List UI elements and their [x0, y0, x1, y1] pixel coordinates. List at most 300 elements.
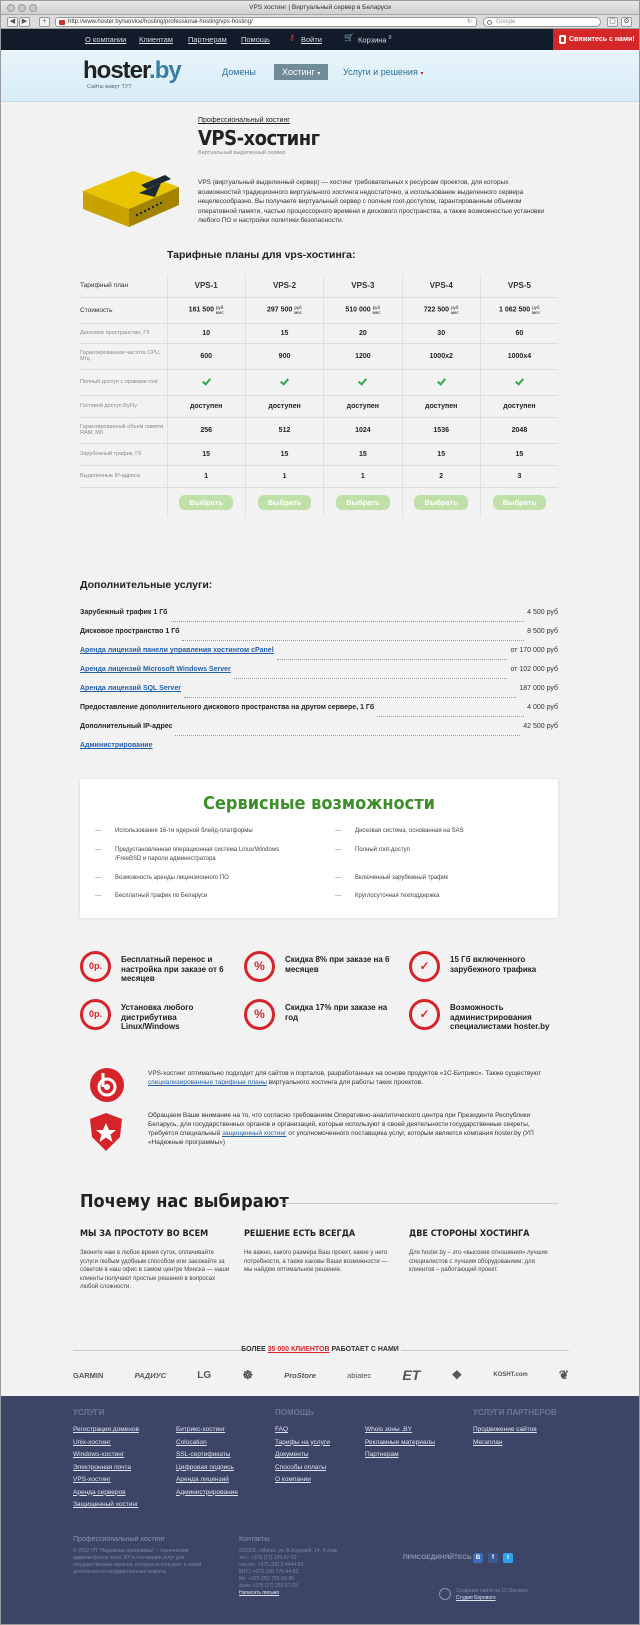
check-icon	[202, 376, 211, 385]
table-cell	[245, 487, 323, 517]
row-label: Зарубежный трафик, Гб	[80, 443, 167, 465]
cell-value: 15	[280, 450, 289, 458]
clients-post: РАБОТАЕТ С НАМИ	[329, 1346, 399, 1353]
cell-value: 60	[515, 329, 524, 337]
benefit-item	[80, 999, 230, 1035]
shield-icon	[87, 1111, 125, 1153]
key-icon: ⚷	[289, 33, 295, 42]
back-button[interactable]: ◀	[7, 17, 18, 27]
percent-icon: %	[244, 951, 275, 982]
why-column-heading: МЫ ЗА ПРОСТОТУ ВО ВСЕМ	[80, 1229, 209, 1239]
percent-icon: %	[244, 999, 275, 1030]
dotted-leader	[234, 666, 508, 679]
check-icon	[515, 376, 524, 385]
row-label: Стоимость	[80, 297, 167, 323]
cell-value: доступен	[189, 402, 223, 410]
benefit-text: 15 Гб включенного зарубежного трафика	[450, 955, 537, 974]
table-row	[80, 323, 558, 343]
unit-bottom: мес	[531, 310, 540, 315]
table-row	[80, 443, 558, 465]
contact-us-button[interactable]	[553, 29, 639, 50]
zero-price-icon: 0р.	[80, 951, 111, 982]
client-logo-knot-icon: ❖	[451, 1368, 463, 1382]
table-row	[80, 275, 558, 297]
bitrix-logo-icon	[89, 1067, 125, 1103]
table-cell	[324, 369, 402, 395]
why-column	[80, 1229, 230, 1292]
benefit-text: Установка любого дистрибутива Linux/Windows	[121, 1003, 194, 1031]
check-icon	[280, 376, 289, 385]
cell-value: 1200	[355, 352, 371, 360]
footer-link[interactable]: Продвижение сайтов	[473, 1426, 537, 1433]
client-logo-lg: LG	[197, 1369, 212, 1381]
client-logo-emblem-icon: ☸	[242, 1368, 254, 1382]
choose-plan-button[interactable]: Выбрать	[258, 495, 312, 510]
footer-link[interactable]: Unix-хостинг	[73, 1438, 111, 1446]
site-footer	[1, 1396, 639, 1625]
table-cell	[245, 369, 323, 395]
footer-copyright: © 2012 УП "Надежные программы" – техническии администратор зоны .BY и поставщик услуг для государственных органов, которые используют в своей деятельности государственные секреты	[73, 1548, 202, 1575]
footer-company-title: Профессиональный хостинг	[73, 1536, 165, 1543]
footer-link[interactable]: Документы	[275, 1451, 309, 1458]
feature-item: — Предустановленная операционная система Linux/Windows /FreeBSD и пароли администратора	[115, 846, 305, 863]
why-column-text: Для hoster.by – это «высокие отношения» лучших специалистов с лучшим оборудованием; для клиентов – работающий проект.	[409, 1250, 548, 1273]
choose-plan-button[interactable]: Выбрать	[414, 495, 468, 510]
table-cell	[480, 465, 558, 487]
row-label: Гарантированная частота CPU, Мгц	[80, 343, 167, 369]
plans-table	[80, 275, 558, 517]
footer-link[interactable]: Мегаплан	[473, 1438, 503, 1446]
cell-value: 10	[202, 329, 211, 337]
browser-toolbar	[1, 15, 639, 29]
add-tab-button[interactable]: +	[39, 17, 50, 27]
unit-bottom: мес	[215, 310, 224, 315]
chevron-down-icon: ▾	[420, 71, 424, 77]
price-value: 161 500	[188, 306, 214, 314]
table-cell	[324, 323, 402, 343]
table-cell	[480, 487, 558, 517]
footer-link[interactable]: Регистрация доменов	[73, 1426, 139, 1433]
table-cell	[167, 443, 245, 465]
table-row	[80, 417, 558, 443]
why-column-text: Звоните нам в любое время суток, оплачивайте услуги любым удобным способом или заезжайте за советом в наш офис в самом центре Минска — наши клиенты получают простые решения в вопросах любой сложности.	[80, 1250, 230, 1290]
table-cell	[245, 443, 323, 465]
topnav-link-partners[interactable]: Партнерам	[188, 35, 227, 44]
client-logo-kosht: KOSHT.com	[493, 1372, 528, 1378]
client-logo-garmin: GARMIN	[73, 1370, 104, 1380]
logo-tagline: Сайты живут ТУТ	[87, 84, 132, 90]
table-cell	[402, 465, 480, 487]
table-cell	[480, 343, 558, 369]
table-cell	[402, 323, 480, 343]
benefit-item	[409, 999, 559, 1035]
cell-value: 15	[202, 450, 211, 458]
site-logo[interactable]	[83, 57, 181, 85]
table-cell	[167, 465, 245, 487]
price-cell	[480, 297, 558, 323]
dotted-leader	[277, 647, 508, 660]
search-field[interactable]	[483, 17, 601, 27]
empty-cell	[80, 487, 167, 517]
cell-value: 600	[200, 352, 213, 360]
service-link[interactable]: Аренда лицензий Microsoft Windows Server	[80, 666, 231, 673]
developer-logo-icon	[439, 1588, 451, 1600]
price-cell	[167, 297, 245, 323]
check-icon	[358, 376, 367, 385]
choose-plan-button[interactable]: Выбрать	[179, 495, 233, 510]
logo-dot: .by	[149, 57, 181, 84]
feature-item: — Возможность аренды лицензионного ПО	[115, 874, 305, 883]
cell-value: доступен	[425, 402, 458, 410]
nav-services[interactable]	[343, 67, 423, 77]
plan-name: VPS-5	[480, 275, 558, 297]
list-item	[80, 666, 558, 685]
plan-name: VPS-4	[402, 275, 480, 297]
secure-hosting-note	[148, 1111, 548, 1147]
address-text: http://www.hoster.by/service/hosting/professional-hosting/vps-hosting/	[68, 19, 253, 25]
cell-value: 1	[360, 472, 365, 480]
page-subtitle: Виртуальный выделенный сервер	[198, 150, 286, 156]
contact-us-label: Свяжитесь с нами!	[569, 36, 635, 43]
footer-link[interactable]: Whois зоны .BY	[365, 1426, 412, 1433]
price-value: 510 000	[345, 306, 371, 314]
benefit-item	[244, 999, 394, 1035]
server-illustration-icon	[81, 153, 181, 233]
table-cell	[245, 395, 323, 417]
choose-plan-button[interactable]: Выбрать	[336, 495, 390, 510]
feature-item: — Бесплатный трафик по Беларуси	[115, 892, 305, 901]
benefit-text: Скидка 8% при заказе на 6 месяцев	[285, 955, 390, 974]
footer-help-heading: ПОМОЩЬ	[275, 1408, 314, 1417]
secure-hosting-link[interactable]: защищенный хостинг	[222, 1130, 287, 1137]
service-price: от 102 000 руб	[510, 666, 558, 673]
nav-domains[interactable]: Домены	[222, 67, 256, 77]
service-price: 8 500 руб	[527, 628, 558, 635]
footer-partners-list	[473, 1424, 537, 1449]
table-cell	[324, 443, 402, 465]
list-item	[80, 685, 558, 704]
service-features-card	[80, 779, 558, 918]
site-header	[1, 50, 639, 102]
price-cell	[245, 297, 323, 323]
facebook-icon[interactable]: f	[488, 1553, 498, 1563]
forward-button[interactable]: ▶	[19, 17, 30, 27]
dotted-leader	[184, 685, 516, 698]
table-cell	[167, 417, 245, 443]
reload-icon[interactable]: ↻	[466, 19, 472, 25]
table-cell	[402, 395, 480, 417]
dotted-leader	[171, 609, 525, 622]
title-bar	[1, 1, 639, 15]
cell-value: 3	[517, 472, 522, 480]
cell-value: 1024	[355, 426, 371, 434]
table-cell	[324, 395, 402, 417]
client-logo-leaf-icon: ❦	[558, 1368, 569, 1382]
cell-value: доступен	[346, 402, 380, 410]
footer-help-list-2	[365, 1424, 435, 1462]
service-link[interactable]: Администрирование	[80, 742, 153, 749]
cell-value: 1	[204, 472, 209, 480]
row-label: Дисковое пространство, Гб	[80, 323, 167, 343]
table-row	[80, 369, 558, 395]
feature-item: — Дисковая система, основанная на SAS	[355, 827, 545, 836]
search-placeholder: Google	[496, 19, 516, 25]
check-icon	[437, 376, 446, 385]
clients-pre: БОЛЕЕ	[241, 1346, 268, 1353]
contact-line: velcom: +375 (29) 3-4444-83	[239, 1562, 304, 1568]
footer-link[interactable]: Аренда серверов	[73, 1488, 126, 1496]
footer-link[interactable]: VPS-хостинг	[73, 1476, 111, 1483]
benefit-item	[409, 951, 559, 987]
footer-contacts-heading: Контакты	[239, 1536, 270, 1543]
price-value: 1 062 500	[499, 306, 531, 314]
table-row	[80, 297, 558, 323]
unit-top: руб	[294, 305, 302, 310]
bitrix-note-text-b: виртуального хостинга для работы таких проектов.	[266, 1079, 423, 1086]
benefit-item	[80, 951, 230, 987]
why-column	[244, 1229, 394, 1275]
contact-line: life: +375 (25) 726-02-86	[239, 1576, 294, 1582]
feature-item: — Круглосуточная техподдержка	[355, 892, 545, 901]
cell-value: 15	[515, 450, 524, 458]
price-cell	[402, 297, 480, 323]
benefit-item	[244, 951, 394, 987]
footer-link[interactable]: Аренда лицензий	[176, 1476, 229, 1483]
checkmark-icon: ✓	[409, 999, 440, 1030]
developer-link[interactable]: Студия Борового	[456, 1595, 496, 1601]
plan-name: VPS-3	[324, 275, 402, 297]
row-label: Выделенные IP-адреса	[80, 465, 167, 487]
client-logo-et: ET	[402, 1367, 421, 1383]
service-price: 4 000 руб	[527, 704, 558, 711]
row-label: Гарантированный объем памяти RAM, Мб	[80, 417, 167, 443]
plan-name: VPS-1	[167, 275, 245, 297]
vkontakte-icon[interactable]: В	[473, 1553, 483, 1563]
clients-banner	[1, 1346, 639, 1353]
footer-help-list	[275, 1424, 330, 1487]
footer-link[interactable]: Цифровая подпись	[176, 1463, 234, 1471]
footer-link[interactable]: Windows-хостинг	[73, 1451, 125, 1458]
table-cell	[402, 443, 480, 465]
developer-credit-text: Создание сайта на 1С-Битрикс	[456, 1588, 529, 1594]
service-features-title: Сервисные возможности	[202, 793, 436, 814]
plans-header-label: Тарифный план	[80, 275, 167, 297]
twitter-icon[interactable]: t	[503, 1553, 513, 1563]
why-column-text: Не важно, какого размера Ваш проект, какие у него потребности, а также каковы Ваши возможности — мы найдем оптимальное решение.	[244, 1250, 388, 1273]
nav-services-label: Услуги и решения	[343, 67, 418, 77]
service-name: Предоставление дополнительного дискового пространства на другом сервере, 1 Гб	[80, 704, 375, 711]
cell-value: 15	[280, 329, 289, 337]
why-column-heading: РЕШЕНИЕ ЕСТЬ ВСЕГДА	[244, 1229, 356, 1239]
unit-top: руб	[372, 305, 381, 310]
cell-value: 256	[200, 426, 213, 434]
list-item	[80, 742, 558, 761]
table-row	[80, 487, 558, 517]
service-link[interactable]: Аренда лицензий панели управления хостингом cPanel	[80, 647, 274, 654]
footer-partners-heading: УСЛУГИ ПАРТНЕРОВ	[473, 1408, 557, 1417]
unit-top: руб	[532, 305, 540, 310]
cart-icon: 🛒	[344, 33, 354, 42]
cell-value: 20	[358, 329, 367, 337]
list-item	[80, 704, 558, 723]
table-cell	[480, 369, 558, 395]
write-us-link[interactable]: Написать письмо	[239, 1590, 280, 1596]
client-logos	[73, 1367, 569, 1383]
footer-services-list-2	[176, 1424, 238, 1499]
site-favicon-icon	[59, 20, 65, 25]
table-cell	[167, 395, 245, 417]
contact-line: МТС: +375 (29) 776-44-83	[239, 1569, 299, 1575]
cell-value: 1	[282, 472, 287, 480]
cart-link[interactable]	[358, 35, 391, 45]
phone-icon	[559, 35, 566, 44]
nav-hosting-label: Хостинг	[282, 67, 315, 77]
zero-price-icon: 0р.	[80, 999, 111, 1030]
contact-line: 220005, г.Минск, ул. В.Хоружей, 14, 4 этаж	[239, 1548, 338, 1554]
price-unit	[451, 305, 459, 315]
price-unit	[532, 305, 540, 315]
breadcrumb[interactable]: Профессиональный хостинг	[198, 117, 290, 124]
cell-value: 900	[278, 352, 291, 360]
row-label: Гостевой доступ ByFly	[80, 395, 167, 417]
footer-link[interactable]: Защищенный хостинг	[73, 1501, 139, 1508]
service-link[interactable]: Аренда лицензий SQL Server	[80, 685, 181, 692]
footer-link[interactable]: FAQ	[275, 1426, 289, 1433]
footer-link[interactable]: Рекламные материалы	[365, 1438, 435, 1446]
choose-plan-button[interactable]: Выбрать	[493, 495, 547, 510]
table-cell	[245, 465, 323, 487]
service-price: 42 500 руб	[523, 723, 558, 730]
footer-link[interactable]: О компании	[275, 1476, 311, 1483]
table-cell	[245, 417, 323, 443]
cell-value: доступен	[268, 402, 301, 410]
developer-credit	[456, 1588, 566, 1602]
page-title: VPS-хостинг	[198, 126, 320, 150]
cell-value: 512	[278, 426, 291, 434]
social-heading: ПРИСОЕДИНЯЙТЕСЬ	[403, 1554, 472, 1561]
table-cell	[324, 487, 402, 517]
divider	[280, 1203, 558, 1204]
table-row	[80, 465, 558, 487]
login-link[interactable]: Войти	[301, 35, 322, 44]
checkmark-icon: ✓	[409, 951, 440, 982]
feature-item: — Использование 16-ти ядерной блейд-платформы	[115, 827, 305, 836]
list-item	[80, 628, 558, 647]
secure-note-text-b: от уполномоченного поставщика услуг, которым является компания hoster.by (УП «Надежные программы»)	[148, 1130, 534, 1146]
topnav-link-help[interactable]: Помощь	[241, 35, 270, 44]
dotted-leader	[175, 723, 520, 736]
footer-link[interactable]: Электронная почта	[73, 1463, 132, 1471]
footer-link[interactable]: Способы оплаты	[275, 1463, 327, 1471]
footer-link[interactable]: Битрикс-хостинг	[176, 1426, 226, 1433]
extra-services-heading: Дополнительные услуги:	[80, 579, 213, 591]
table-cell	[245, 323, 323, 343]
footer-link[interactable]: Администрирование	[176, 1488, 238, 1496]
footer-link[interactable]: Colocation	[176, 1438, 207, 1446]
cart-label: Корзина	[358, 35, 387, 45]
price-unit	[216, 305, 224, 315]
list-item	[80, 609, 558, 628]
footer-link[interactable]: SSL-сертификаты	[176, 1451, 231, 1458]
topnav-link-clients[interactable]: Клиентам	[139, 35, 173, 44]
cell-value: 2	[439, 472, 444, 480]
cell-value: 1000x4	[507, 352, 532, 360]
settings-icon[interactable]: ⚙	[621, 17, 632, 27]
table-cell	[402, 343, 480, 369]
unit-bottom: мес	[294, 310, 302, 315]
bitrix-note-text-a: VPS-хостинг оптимально подходит для сайтов и порталов, разработанных на основе продуктов «1С-Битрикс». Также существуют	[148, 1070, 542, 1077]
table-row	[80, 395, 558, 417]
table-cell	[167, 343, 245, 369]
unit-top: руб	[451, 305, 459, 310]
table-cell	[324, 343, 402, 369]
footer-services-list	[73, 1424, 139, 1512]
table-cell	[480, 323, 558, 343]
benefit-text: Возможность администрирования специалистами hoster.by	[450, 1003, 550, 1031]
price-unit	[294, 305, 302, 315]
intro-text: VPS (виртуальный выделенный сервер) — хостинг требовательных к ресурсам проектов, для которых возможностей традиционного виртуального хостинга недостаточно, а использование выделенного сервера нецелесообразно. Вы получаете виртуальный сервер с полным root-доступом, гарантированным объемом оперативной памяти, частью процессорного времени и дискового пространства, а также возможностью установки любого ПО и настройки политики безопасности.	[198, 179, 544, 224]
bitrix-note	[148, 1069, 548, 1087]
feature-item: — Полный root-доступ	[355, 846, 545, 855]
footer-contacts	[239, 1536, 359, 1597]
service-name: Зарубежный трафик 1 Гб	[80, 609, 168, 616]
table-cell	[167, 323, 245, 343]
bitrix-plans-link[interactable]: специализированные тарифные планы	[148, 1079, 267, 1086]
footer-company	[73, 1536, 223, 1576]
unit-top: руб	[216, 305, 224, 310]
table-cell	[402, 417, 480, 443]
dotted-leader	[377, 704, 524, 717]
bookmark-icon[interactable]: ▢	[607, 17, 618, 27]
price-value: 297 500	[267, 306, 293, 314]
service-name: Дисковое пространство 1 Гб	[80, 628, 180, 635]
unit-bottom: мес	[450, 310, 459, 315]
cell-value: 1000x2	[429, 352, 453, 360]
cart-count: 0	[388, 35, 392, 41]
table-row	[80, 343, 558, 369]
service-price: 4 500 руб	[527, 609, 558, 616]
footer-link[interactable]: Партнерам	[365, 1451, 399, 1458]
top-navigation	[1, 29, 639, 50]
nav-hosting[interactable]	[274, 64, 328, 80]
footer-link[interactable]: Тарифы на услуги	[275, 1438, 330, 1446]
service-price: 187 000 руб	[519, 685, 558, 692]
list-item	[80, 647, 558, 666]
client-logo-radius: РАДИУС	[134, 1370, 167, 1380]
service-price: от 170 000 руб	[510, 647, 558, 654]
table-cell	[324, 417, 402, 443]
client-logo-abiatec: abiatec	[347, 1370, 372, 1380]
dotted-leader	[182, 628, 524, 641]
price-cell	[324, 297, 402, 323]
table-cell	[402, 369, 480, 395]
logo-main: hoster	[83, 57, 150, 84]
unit-bottom: мес	[372, 310, 381, 315]
price-value: 722 500	[423, 306, 450, 314]
cell-value: 2048	[511, 426, 528, 434]
benefit-text: Бесплатный перенос и настройка при заказе от 6 месяцев	[121, 955, 224, 983]
table-cell	[402, 487, 480, 517]
clients-count-link[interactable]: 35 000 КЛИЕНТОВ	[267, 1346, 330, 1353]
plan-name: VPS-2	[245, 275, 323, 297]
table-cell	[480, 395, 558, 417]
client-logo-prostore: ProStore	[284, 1370, 316, 1380]
cell-value: 30	[437, 329, 446, 337]
address-bar[interactable]	[55, 17, 477, 27]
row-label: Полный доступ с правами root	[80, 369, 167, 395]
topnav-link-about[interactable]: О компании	[85, 35, 127, 44]
cell-value: 15	[358, 450, 367, 458]
